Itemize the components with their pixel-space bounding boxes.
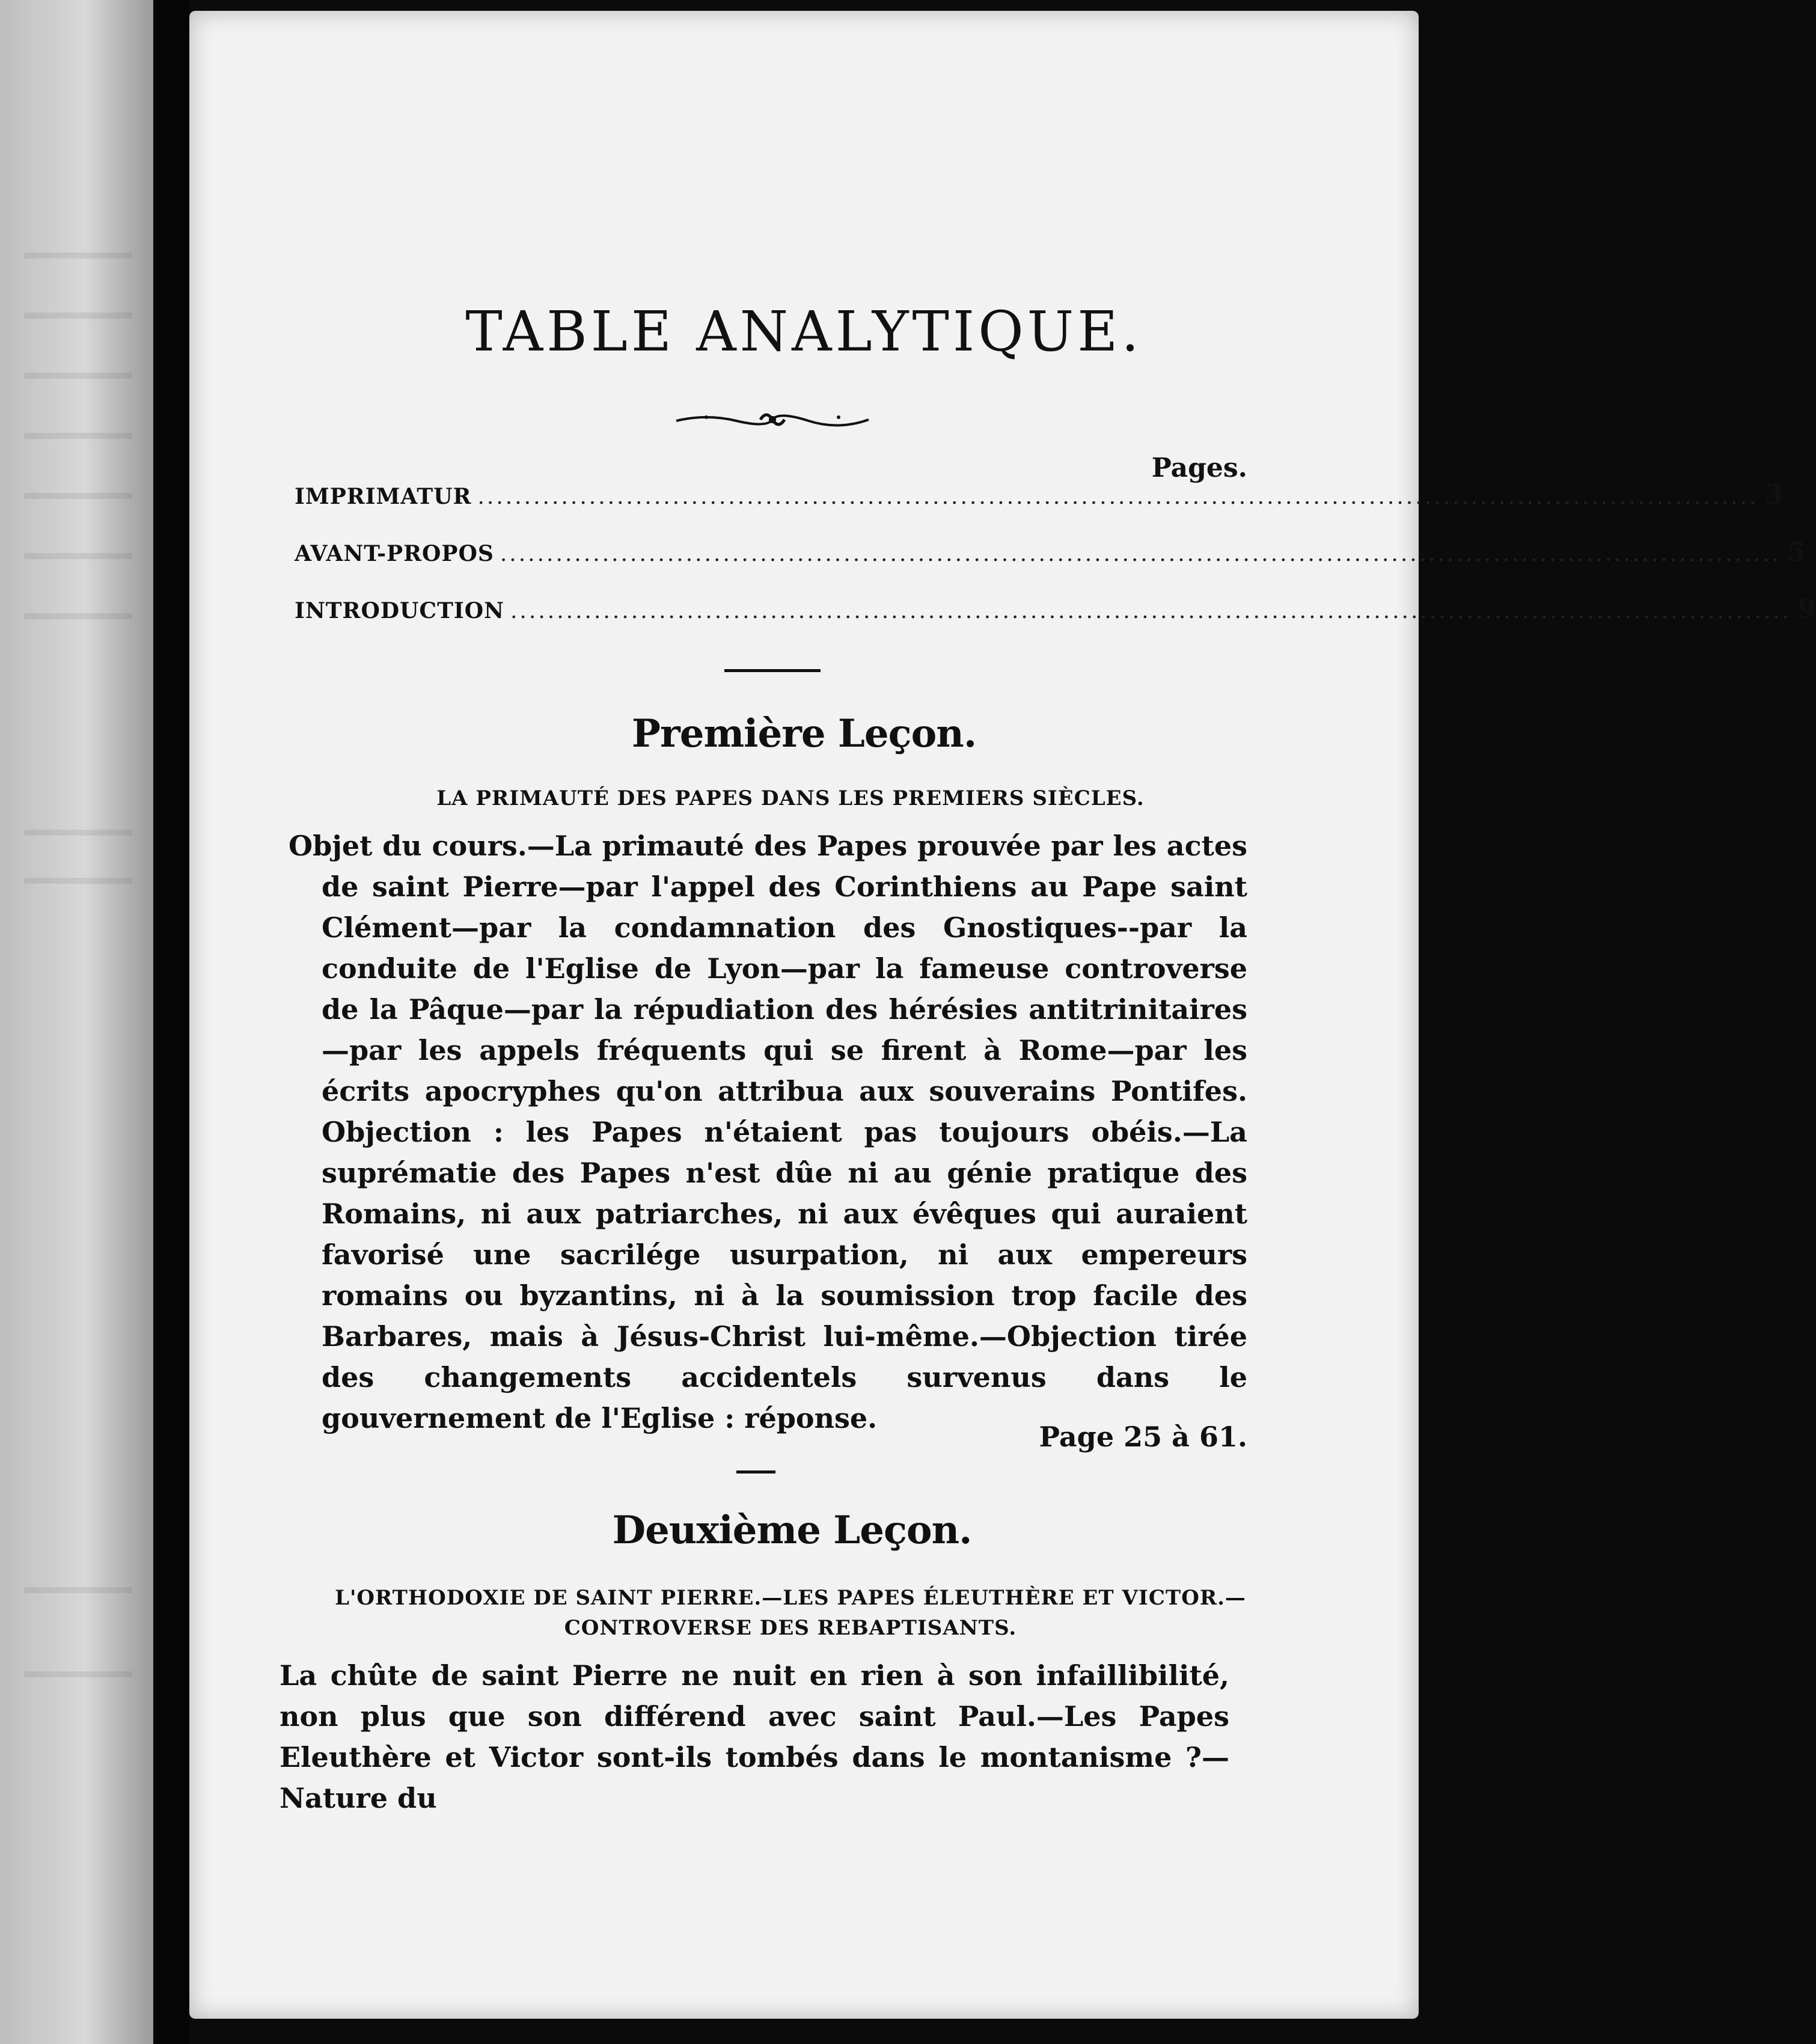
section-rule <box>736 1470 775 1473</box>
toc-leader-dots: .......................................................................................................................................... <box>500 542 1782 566</box>
toc-entry-page: 5 <box>1787 537 1806 568</box>
toc-entry <box>295 594 1816 630</box>
adjacent-page-edge <box>0 0 153 2044</box>
toc-entry-label: IMPRIMATUR <box>295 484 472 509</box>
lesson-title: Première Leçon. <box>631 711 977 756</box>
toc-entry <box>295 537 1806 573</box>
toc-leader-dots: .......................................................................................................................................... <box>477 485 1759 509</box>
book-page <box>189 11 1816 2019</box>
toc-entry-page: 9 <box>1797 594 1816 625</box>
pages-column-header: Pages. <box>1151 453 1247 483</box>
lesson-summary-text: La chûte de saint Pierre ne nuit en rien à son infaillibilité, non plus que son différend avec saint Paul.—Les Papes Eleuthère et Victor sont-ils tombés dans le montanisme ?—Nature du <box>280 1659 1229 1814</box>
lesson-summary-text: La primauté des Papes prouvée par les actes de saint Pierre—par l'appel des Corinthiens au Pape saint Clément—par la condamnation des Gnostiques--par la conduite de l'Eglise de Lyon—par la fameuse controverse de la Pâque—par la répudiation des hérésies antitrinitaires—par les appels fréquents qui se firent à Rome—par les écrits apocryphes qu'on attribua aux souverains Pontifes. Objection : les Papes n'étaient pas toujours obéis.—La suprématie des Papes n'est dûe ni au génie pratique des Romains, ni aux patriarches, ni aux évêques qui auraient favorisé une sacrilége usurpation, ni aux empereurs romains ou byzantins, ni à la soumission trop facile des Barbares, mais à Jésus-Christ lui-même.—Objection tirée des changements accidentels survenus dans le gouvernement de l'Eglise : réponse. <box>322 830 1247 1434</box>
toc-leader-dots: .......................................................................................................................................... <box>510 599 1792 623</box>
lesson-subtitle: LA PRIMAUTÉ DES PAPES DANS LES PREMIERS SIÈCLES. <box>436 786 1145 810</box>
lesson-title: Deuxième Leçon. <box>612 1508 972 1553</box>
lesson-summary <box>280 1655 1229 1819</box>
lesson-summary-lead: Objet du cours.— <box>289 830 555 862</box>
toc-entry-label: INTRODUCTION <box>295 598 504 623</box>
lesson-page-reference: Page 25 à 61. <box>1039 1421 1247 1453</box>
toc-entry <box>295 480 1784 516</box>
lesson-summary <box>289 825 1247 1439</box>
lesson-subtitle: L'ORTHODOXIE DE SAINT PIERRE.—LES PAPES ÉLEUTHÈRE ET VICTOR.—CONTROVERSE DES REBAPTISANTS. <box>335 1586 1246 1640</box>
section-rule <box>724 669 821 672</box>
book-gutter <box>153 0 189 2044</box>
toc-entry-label: AVANT-PROPOS <box>295 541 494 566</box>
page-title: TABLE ANALYTIQUE. <box>465 299 1143 364</box>
toc-entry-page: 3 <box>1764 480 1784 510</box>
ornament-divider <box>670 408 875 432</box>
